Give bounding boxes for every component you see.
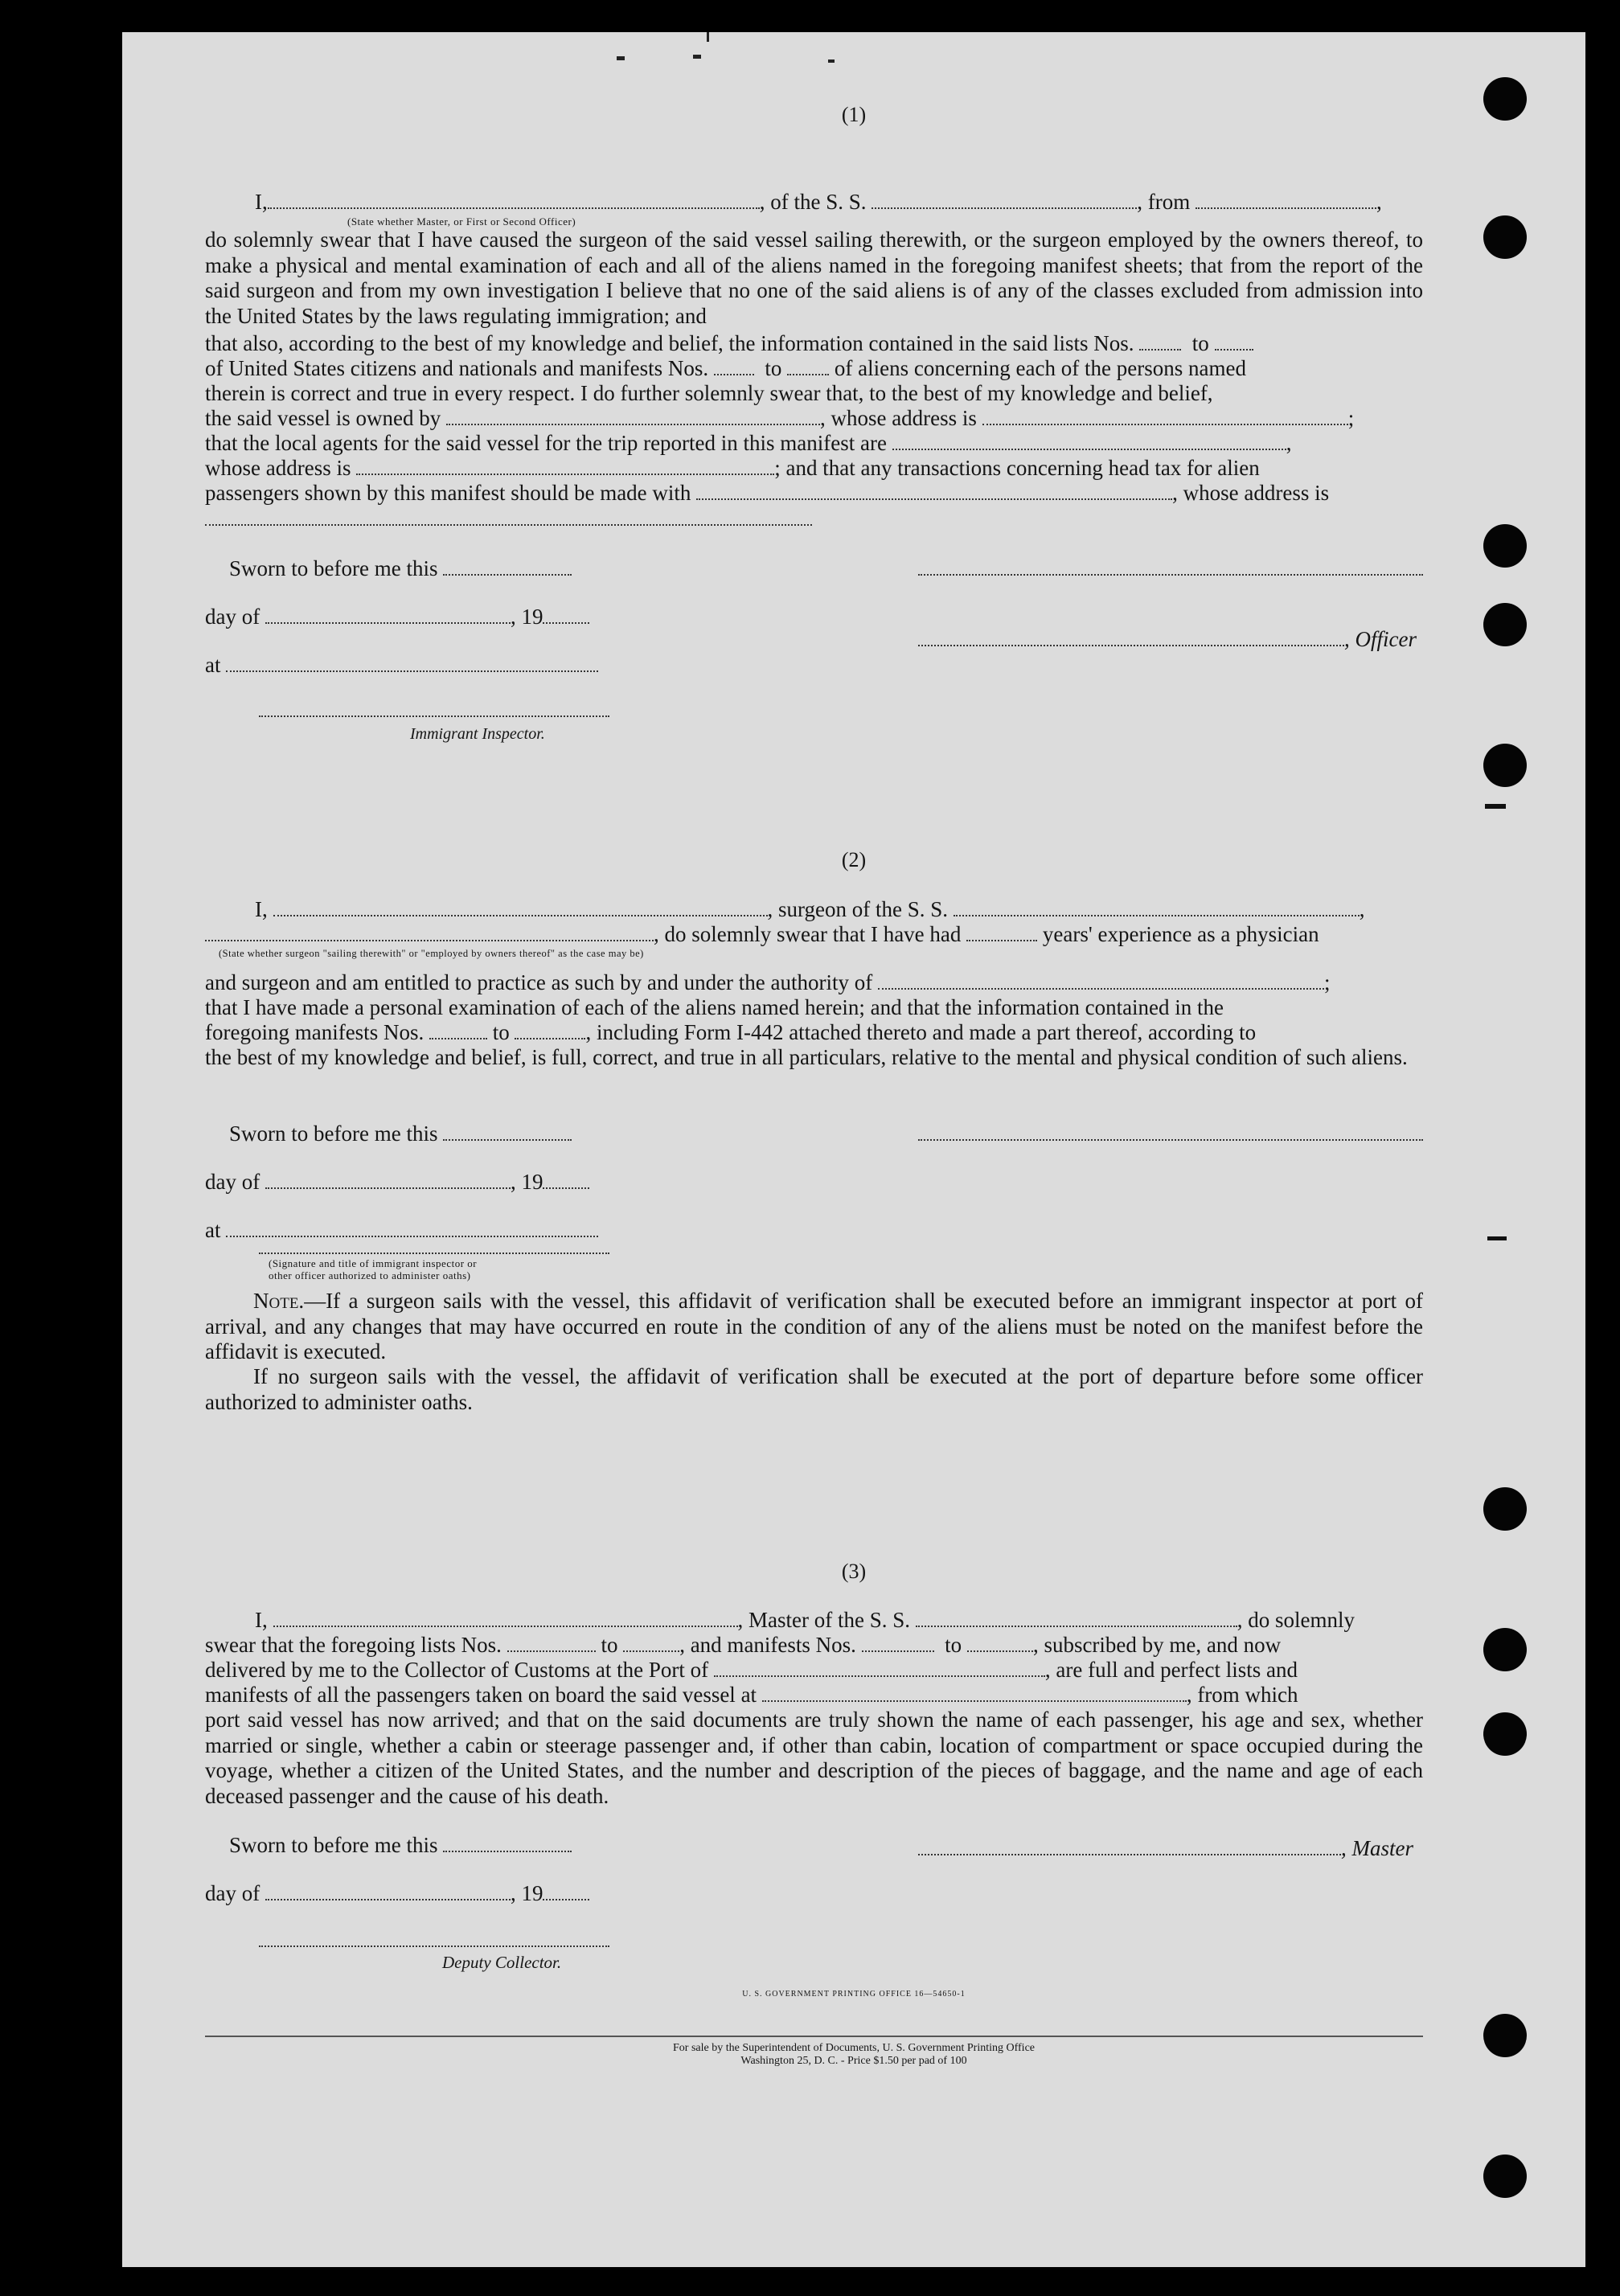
s1-line-1 <box>255 190 1382 215</box>
s3-lists-to-field[interactable] <box>623 1650 679 1652</box>
master-name-field[interactable] <box>273 1625 738 1627</box>
surgeon-name-field[interactable] <box>273 914 768 916</box>
s1-i: I, <box>255 190 268 214</box>
s3-day-field[interactable] <box>265 1898 511 1900</box>
s1-of-ss: , of the S. S. <box>759 190 867 214</box>
s2-at-label: at <box>205 1218 221 1242</box>
note-label: Note. <box>253 1289 305 1313</box>
s1-pass-b: , whose address is <box>1172 481 1330 505</box>
sig-caption-2: other officer authorized to administer oaths) <box>269 1269 471 1281</box>
form-page <box>122 32 1585 2267</box>
s1-signature-line-1[interactable] <box>918 574 1423 576</box>
s3-line3-b: , are full and perfect lists and <box>1044 1658 1298 1682</box>
s1-sworn-field[interactable] <box>443 573 572 576</box>
surgeon-signature-field[interactable] <box>918 1139 1423 1141</box>
s3-lists-from-field[interactable] <box>507 1650 596 1652</box>
s1-address-continuation-field[interactable] <box>205 524 812 526</box>
s1-to-2: to <box>765 356 782 380</box>
s2-form-line <box>205 1020 1256 1045</box>
s3-vessel-field[interactable] <box>916 1625 1237 1627</box>
s1-inspector-line[interactable] <box>259 715 609 717</box>
from-port-field[interactable] <box>1196 207 1376 209</box>
s2-surgeon-of: , surgeon of the S. S. <box>767 897 949 921</box>
s1-year-field[interactable] <box>543 621 589 624</box>
s1-address-line <box>205 456 1260 481</box>
s2-year-label: , 19 <box>510 1170 543 1194</box>
s1-owned-b: , whose address is <box>819 406 977 430</box>
footer-line-1: For sale by the Superintendent of Documents, U. S. Government Printing Office <box>673 2042 1035 2054</box>
s1-lists-b3: of aliens concerning each of the persons named <box>834 356 1246 380</box>
s2-auth-b: ; <box>1324 970 1331 994</box>
s1-manifests-line <box>205 356 1246 381</box>
s2-line-1 <box>255 897 1365 922</box>
s3-line1-end: , do solemnly <box>1237 1608 1355 1632</box>
punch-hole <box>1483 1628 1527 1671</box>
edge-mark <box>1485 804 1506 809</box>
s3-line-2 <box>205 1633 1281 1658</box>
s1-at <box>205 653 598 678</box>
s3-line-4 <box>205 1683 1298 1708</box>
alien-manifest-to-field[interactable] <box>787 373 829 375</box>
owner-address-field[interactable] <box>982 423 1348 425</box>
s1-addr-b: ; and that any transactions concerning head tax for alien <box>774 456 1260 480</box>
officer-name-field[interactable] <box>268 207 760 209</box>
punch-hole <box>1483 1712 1527 1756</box>
s2-day-label: day of <box>205 1170 260 1194</box>
deputy-collector-label: Deputy Collector. <box>442 1953 562 1972</box>
s2-at-field[interactable] <box>226 1235 598 1237</box>
s1-lists-a: that also, according to the best of my knowledge and belief, the information contained in the said lists Nos. <box>205 331 1134 355</box>
head-tax-party-field[interactable] <box>696 498 1172 500</box>
top-mark <box>828 59 835 63</box>
alien-manifest-from-field[interactable] <box>714 373 754 375</box>
s3-sworn-field[interactable] <box>443 1850 572 1852</box>
s2-rest: the best of my knowledge and belief, is full, correct, and true in all particulars, relative to the mental and physical condition of such aliens. <box>205 1045 1408 1069</box>
s2-auth-a: and surgeon and am entitled to practice as such by and under the authority of <box>205 970 873 994</box>
s1-officer-sig <box>918 627 1417 652</box>
s1-agents: that the local agents for the said vessel for the trip reported in this manifest are <box>205 431 887 455</box>
s1-day-label: day of <box>205 605 260 629</box>
master-label: , Master <box>1341 1836 1413 1860</box>
s3-to-2: to <box>945 1633 962 1657</box>
port-field[interactable] <box>714 1675 1045 1677</box>
s3-sworn-label: Sworn to before me this <box>229 1833 438 1857</box>
punch-hole <box>1483 744 1527 787</box>
s1-passengers-line <box>205 481 1329 506</box>
s1-comma: , <box>1376 190 1382 214</box>
s2-form-b: to <box>492 1020 510 1044</box>
s3-manifests-from-field[interactable] <box>862 1650 934 1652</box>
s3-line4-b: , from which <box>1186 1683 1298 1707</box>
officer-label: , Officer <box>1344 627 1417 651</box>
s2-exam-line: that I have made a personal examination of each of the aliens named herein; and that the information contained in the <box>205 995 1224 1019</box>
surgeon-status-field[interactable] <box>205 939 654 941</box>
s3-sworn <box>229 1833 572 1858</box>
s1-sworn-label: Sworn to before me this <box>229 556 438 580</box>
top-mark <box>707 32 709 42</box>
boarding-port-field[interactable] <box>762 1699 1187 1702</box>
s1-from: , from <box>1137 190 1191 214</box>
s2-line-2 <box>205 922 1319 947</box>
sig-caption-1: (Signature and title of immigrant inspector or <box>269 1257 478 1269</box>
s2-sworn <box>229 1121 572 1146</box>
agents-address-field[interactable] <box>356 473 774 475</box>
edge-mark <box>1487 1236 1507 1240</box>
s1-sworn <box>229 556 572 581</box>
surgeon-caption: (State whether surgeon "sailing therewith" or "employed by owners thereof" as the case may be) <box>219 948 644 959</box>
s2-note <box>205 1289 1423 1365</box>
s3-day-label: day of <box>205 1881 260 1905</box>
s2-note-2: If no surgeon sails with the vessel, the affidavit of verification shall be executed at the port of departure before some officer authorized to administer oaths. <box>205 1364 1423 1414</box>
footer-rule <box>205 2036 1423 2037</box>
s2-i: I, <box>255 897 268 921</box>
s1-year-label: , 19 <box>510 605 543 629</box>
s2-manifest-from-field[interactable] <box>429 1037 487 1039</box>
s2-form-c: , including Form I-442 attached thereto and made a part thereof, according to <box>585 1020 1257 1044</box>
s3-line4-a: manifests of all the passengers taken on board the said vessel at <box>205 1683 757 1707</box>
s2-line2-b: years' experience as a physician <box>1042 922 1319 946</box>
s2-manifest-to-field[interactable] <box>515 1037 585 1039</box>
s1-owned-c: ; <box>1347 406 1355 430</box>
gpo-imprint: U. S. GOVERNMENT PRINTING OFFICE 16—54650-1 <box>742 1990 966 1999</box>
s1-owned-line <box>205 406 1354 431</box>
s1-pass-a: passengers shown by this manifest should be made with <box>205 481 691 505</box>
section-3-number: (3) <box>841 1560 867 1583</box>
s2-day-field[interactable] <box>265 1187 511 1189</box>
s1-to: to <box>1191 331 1209 355</box>
s2-year-field[interactable] <box>543 1187 589 1189</box>
s1-lists-line <box>205 331 1423 356</box>
vessel-name-field[interactable] <box>872 207 1137 209</box>
s3-line2-c: , and manifests Nos. <box>679 1633 856 1657</box>
s2-vessel-field[interactable] <box>954 914 1360 916</box>
s3-rest: port said vessel has now arrived; and that on the said documents are truly shown the name of each passenger, his age and sex, whether married or single, whether a cabin or steerage passenger and, if other than cabin, location of compartment or space occupied during the voyage, whether a citizen of the United States, and the number and description of the pieces of baggage, and the name and age of each deceased passenger and the cause of his death. <box>205 1708 1423 1808</box>
s1-at-field[interactable] <box>226 670 598 672</box>
s2-day-of <box>205 1170 589 1195</box>
agents-field[interactable] <box>892 448 1286 450</box>
footer-line-2: Washington 25, D. C. - Price $1.50 per pad of 100 <box>740 2055 967 2067</box>
s1-agents-line <box>205 431 1291 456</box>
s1-at-label: at <box>205 653 221 677</box>
punch-hole <box>1483 2155 1527 2198</box>
s2-sworn-field[interactable] <box>443 1138 572 1141</box>
note-text: —If a surgeon sails with the vessel, this affidavit of verification shall be executed before an immigrant inspector at port of arrival, and any changes that may have occurred en route in the condition of any of the aliens must be noted on the manifest before the affidavit is executed. <box>205 1289 1423 1363</box>
s3-line3-a: delivered by me to the Collector of Customs at the Port of <box>205 1658 709 1682</box>
s1-day-field[interactable] <box>265 621 511 624</box>
section-2-number: (2) <box>841 848 867 871</box>
deputy-signature-field[interactable] <box>259 1945 609 1947</box>
punch-hole <box>1483 2014 1527 2057</box>
s2-end: , <box>1359 897 1365 921</box>
s3-master-sig <box>918 1836 1413 1861</box>
officer-caption: (State whether Master, or First or Second Officer) <box>347 215 576 228</box>
s3-master-of: , Master of the S. S. <box>737 1608 910 1632</box>
owner-field[interactable] <box>446 423 820 425</box>
years-experience-field[interactable] <box>966 939 1037 941</box>
s1-paragraph: do solemnly swear that I have caused the surgeon of the said vessel sailing therewith, or the surgeon employed by the owners thereof, to make a physical and mental examination of each and all of the aliens named in the foregoing manifest sheets; that from the report of the said surgeon and from my own investigation I believe that no one of the said aliens is of any of the classes excluded from admission into the United States by the laws regulating immigration; and <box>205 228 1423 328</box>
s1-owned-a: the said vessel is owned by <box>205 406 441 430</box>
s2-signature-line[interactable] <box>259 1253 609 1254</box>
citizen-list-to-field[interactable] <box>1215 348 1253 351</box>
s3-line2-e: , subscribed by me, and now <box>1032 1633 1282 1657</box>
s2-sworn-label: Sworn to before me this <box>229 1121 438 1146</box>
s3-day-of <box>205 1881 589 1906</box>
s3-line-1 <box>255 1608 1355 1633</box>
punch-hole <box>1483 215 1527 259</box>
top-mark <box>693 55 701 59</box>
s2-form-a: foregoing manifests Nos. <box>205 1020 424 1044</box>
s3-year-label: , 19 <box>510 1881 543 1905</box>
s1-addr-a: whose address is <box>205 456 351 480</box>
master-signature-field[interactable] <box>918 1853 1341 1855</box>
punch-hole <box>1483 77 1527 121</box>
punch-hole <box>1483 603 1527 646</box>
s2-at <box>205 1218 598 1243</box>
s2-line2-a: , do solemnly swear that I have had <box>654 922 962 946</box>
s1-agents-end: , <box>1286 431 1292 455</box>
punch-hole <box>1483 524 1527 568</box>
section-1-number: (1) <box>841 103 867 126</box>
s3-line2-a: swear that the foregoing lists Nos. <box>205 1633 502 1657</box>
immigrant-inspector-label: Immigrant Inspector. <box>410 725 545 743</box>
s1-day-of <box>205 605 589 629</box>
s1-therein-line: therein is correct and true in every respect. I do further solemnly swear that, to the best of my knowledge and belief, <box>205 381 1213 405</box>
s3-year-field[interactable] <box>543 1898 589 1900</box>
officer-signature-field[interactable] <box>918 644 1344 646</box>
s3-manifests-to-field[interactable] <box>967 1650 1033 1652</box>
s2-authority-line <box>205 970 1331 995</box>
s3-line-3 <box>205 1658 1298 1683</box>
punch-hole <box>1483 1487 1527 1531</box>
authority-field[interactable] <box>878 987 1324 990</box>
s3-i: I, <box>255 1608 268 1632</box>
s1-lists-b: of United States citizens and nationals and manifests Nos. <box>205 356 709 380</box>
citizen-list-from-field[interactable] <box>1139 348 1181 351</box>
top-mark <box>617 56 625 60</box>
s3-to-1: to <box>601 1633 618 1657</box>
